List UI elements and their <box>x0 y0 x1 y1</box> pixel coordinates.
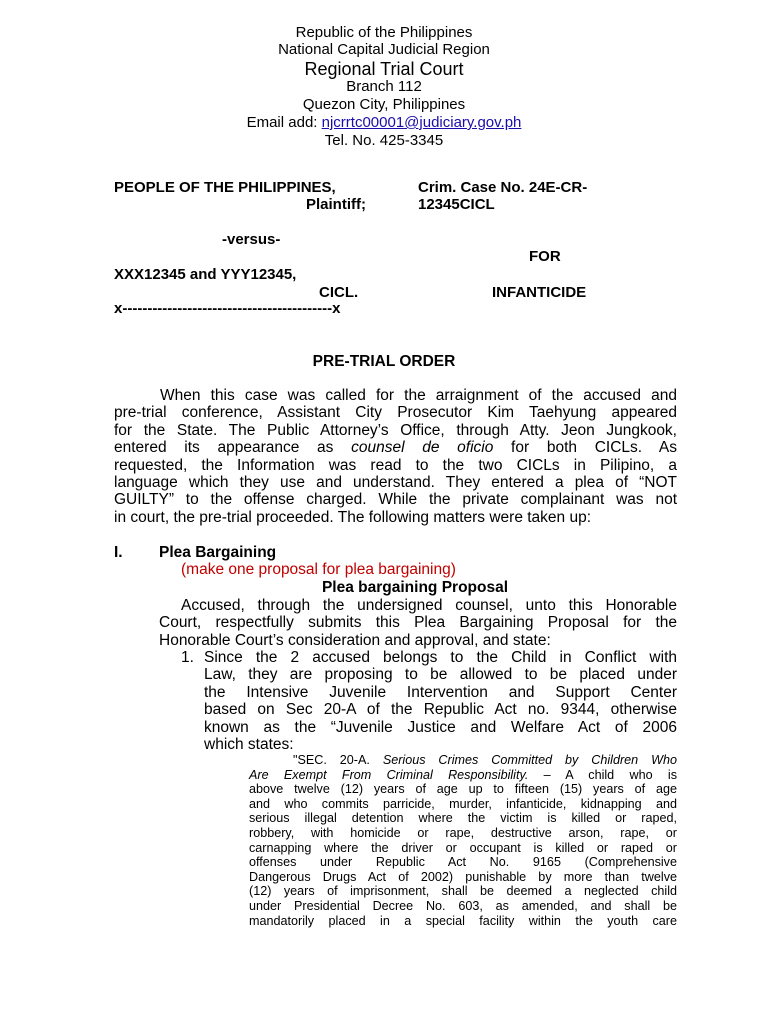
intro-line: requested, the Information was read to the two CICLs in Pilipino, a <box>114 456 677 474</box>
intro-line: language which they use and understand. They entered a plea of “NOT <box>114 474 677 492</box>
plaintiff-role: Plaintiff; <box>306 196 366 213</box>
versus-label: -versus- <box>222 231 281 248</box>
section-numeral: I. <box>114 544 123 561</box>
quote-line: (12) years of imprisonment, shall be deemed a neglected child <box>249 884 677 899</box>
header-court: Regional Trial Court <box>304 59 464 79</box>
quote-line: and who commits parricide, murder, infanticide, kidnapping and <box>249 796 677 811</box>
quote-line: Are Exempt From Criminal Responsibility. – A child who is <box>249 767 677 782</box>
header-email <box>0 114 768 131</box>
header-tel: Tel. No. 425-3345 <box>324 132 444 149</box>
intro-paragraph <box>114 387 677 526</box>
offense-label: INFANTICIDE <box>492 284 587 301</box>
proposal-line: Accused, through the undersigned counsel, unto this Honorable <box>181 597 677 614</box>
intro-line: GUILTY” to the offense charged. While the private complainant was not <box>114 491 677 509</box>
plea-note: (make one proposal for plea bargaining) <box>181 561 456 578</box>
proposal-line: Honorable Court’s consideration and approval, and state: <box>159 631 551 649</box>
intro-line: When this case was called for the arraignment of the accused and <box>160 387 677 404</box>
quote-line: robbery, with homicide or rape, destructive arson, rape, or <box>249 825 677 840</box>
plaintiff-name: PEOPLE OF THE PHILIPPINES, <box>114 179 336 196</box>
quote-line: Dangerous Drugs Act of 2002) punishable by more than twelve <box>249 869 677 884</box>
quote-line: mandatorily placed in a special facility within the youth care <box>249 913 677 928</box>
quote-line: above twelve (12) years of age up to fifteen (15) years of age <box>249 782 677 797</box>
order-title: PRE-TRIAL ORDER <box>312 353 456 370</box>
caption-divider: x------------------------------------------x <box>114 300 341 317</box>
case-number-line2: 12345CICL <box>418 196 495 213</box>
intro-line: for the State. The Public Attorney’s Office, through Atty. Jeon Jungkook, <box>114 421 677 439</box>
quote-line: "SEC. 20-A. Serious Crimes Committed by Children Who <box>293 753 677 767</box>
item-line: the Intensive Juvenile Intervention and Support Center <box>204 683 677 701</box>
proposal-line: Court, respectfully submits this Plea Bargaining Proposal for the <box>159 614 677 632</box>
header-region: National Capital Judicial Region <box>278 41 490 58</box>
case-number-line1: Crim. Case No. 24E-CR- <box>418 179 588 196</box>
intro-line: entered its appearance as counsel de oficio for both CICLs. As <box>114 439 678 457</box>
proposal-title: Plea bargaining Proposal <box>321 579 509 596</box>
section-heading: Plea Bargaining <box>159 544 277 561</box>
email-link[interactable]: njcrrtc00001@judiciary.gov.ph <box>321 114 522 131</box>
accused-role: CICL. <box>319 284 359 301</box>
item-line: known as the “Juvenile Justice and Welfare Act of 2006 <box>204 718 677 736</box>
quote-line: under Presidential Decree No. 603, as amended, and shall be <box>249 898 677 913</box>
item-line: Law, they are proposing to be allowed to be placed under <box>204 666 677 684</box>
quote-line: serious illegal detention where the victim is killed or raped, <box>249 811 677 826</box>
intro-line: in court, the pre-trial proceeded. The following matters were taken up: <box>114 508 592 526</box>
email-label: Email add: <box>246 114 322 131</box>
proposal-paragraph <box>159 597 677 649</box>
quote-line: carnapping where the driver or occupant is killed or raped or <box>249 840 677 855</box>
item-line: Since the 2 accused belongs to the Child in Conflict with <box>204 649 677 666</box>
header-republic: Republic of the Philippines <box>295 24 473 41</box>
item-line: based on Sec 20-A of the Republic Act no. 9344, otherwise <box>204 701 677 719</box>
accused-name: XXX12345 and YYY12345, <box>114 266 297 283</box>
item-line: which states: <box>204 736 294 754</box>
item-paragraph <box>204 649 677 753</box>
header-city: Quezon City, Philippines <box>302 96 466 113</box>
header-branch: Branch 112 <box>346 78 422 95</box>
item-number: 1. <box>181 649 194 666</box>
intro-line: pre-trial conference, Assistant City Prosecutor Kim Taehyung appeared <box>114 404 677 422</box>
statute-quote <box>249 753 677 928</box>
for-label: FOR <box>529 248 561 265</box>
quote-line: offenses under Republic Act No. 9165 (Comprehensive <box>249 855 677 870</box>
